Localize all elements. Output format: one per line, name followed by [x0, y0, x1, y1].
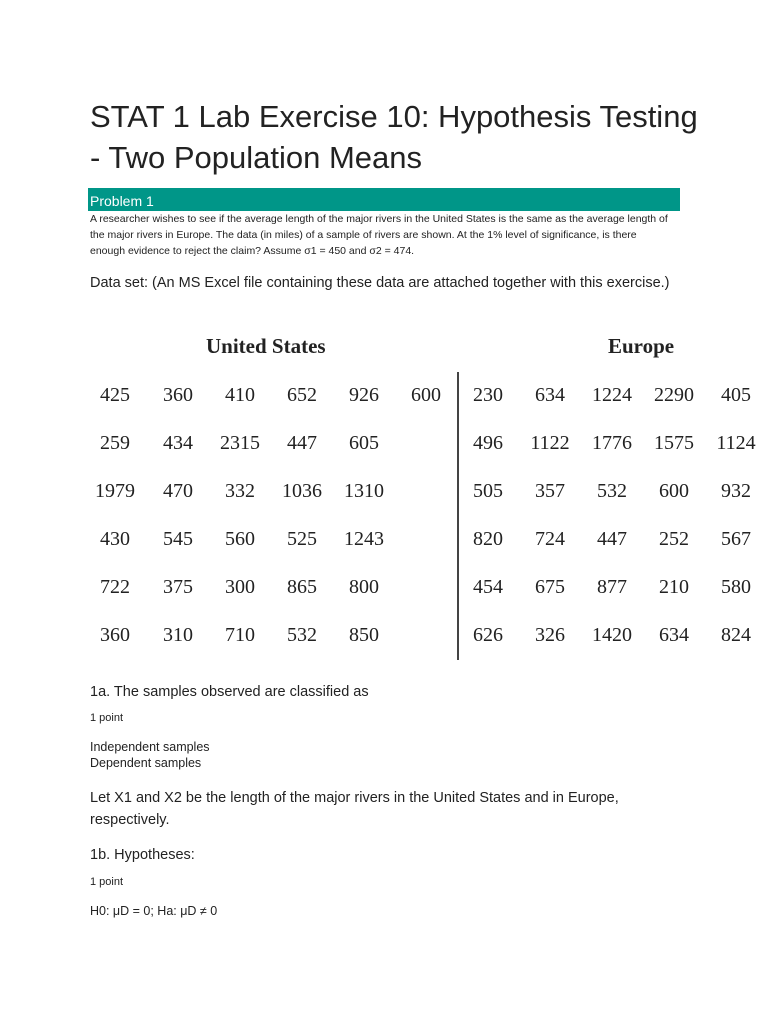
us-value-cell: 1310 [344, 480, 384, 502]
europe-value-cell: 1122 [530, 432, 570, 454]
europe-value-cell: 820 [473, 528, 503, 550]
option-independent[interactable]: Independent samples [90, 740, 210, 754]
us-value-cell: 850 [349, 624, 379, 646]
us-value-cell: 545 [163, 528, 193, 550]
us-value-cell: 865 [287, 576, 317, 598]
us-value-cell: 652 [287, 384, 317, 406]
us-value-cell: 259 [100, 432, 130, 454]
europe-value-cell: 454 [473, 576, 503, 598]
europe-value-cell: 532 [597, 480, 627, 502]
page-title: STAT 1 Lab Exercise 10: Hypothesis Testing - Two Population Means [90, 99, 698, 175]
us-value-cell: 470 [163, 480, 193, 502]
dataset-note: Data set: (An MS Excel file containing these data are attached together with this exercise.) [90, 275, 670, 291]
europe-value-cell: 634 [659, 624, 689, 646]
us-value-cell: 532 [287, 624, 317, 646]
europe-value-cell: 626 [473, 624, 503, 646]
us-value-cell: 430 [100, 528, 130, 550]
us-value-cell: 2315 [220, 432, 260, 454]
us-value-cell: 525 [287, 528, 317, 550]
us-value-cell: 447 [287, 432, 317, 454]
europe-value-cell: 1124 [716, 432, 756, 454]
europe-value-cell: 824 [721, 624, 751, 646]
europe-value-cell: 405 [721, 384, 751, 406]
europe-header: Europe [608, 334, 675, 358]
europe-value-cell: 252 [659, 528, 689, 550]
us-value-cell: 600 [411, 384, 441, 406]
us-value-cell: 360 [163, 384, 193, 406]
problem-text: A researcher wishes to see if the average length of the major rivers in the United States is the same as the average length of the major rivers in Europe. The data (in miles) of a sample of rivers are shown. At the 1% level of significance, is there enough evidence to reject the claim? Assume σ1 = 450 and σ2 = 474. [90, 213, 668, 257]
europe-value-cell: 505 [473, 480, 503, 502]
table-divider [457, 372, 459, 660]
us-value-cell: 926 [349, 384, 379, 406]
us-header: United States [206, 334, 326, 358]
us-value-cell: 605 [349, 432, 379, 454]
europe-value-cell: 357 [535, 480, 565, 502]
us-value-cell: 434 [163, 432, 193, 454]
us-value-cell: 1036 [282, 480, 322, 502]
option-dependent[interactable]: Dependent samples [90, 756, 202, 770]
europe-value-cell: 1776 [592, 432, 632, 454]
us-value-cell: 1243 [344, 528, 384, 550]
europe-value-cell: 675 [535, 576, 565, 598]
europe-value-cell: 1420 [592, 624, 632, 646]
us-value-cell: 722 [100, 576, 130, 598]
problem-banner: Problem 1 [88, 188, 680, 211]
europe-value-cell: 724 [535, 528, 565, 550]
europe-value-cell: 567 [721, 528, 751, 550]
let-statement: Let X1 and X2 be the length of the major rivers in the United States and in Europe, respectively. [90, 790, 619, 828]
europe-value-cell: 210 [659, 576, 689, 598]
question-1a: 1a. The samples observed are classified as [90, 684, 369, 700]
europe-value-cell: 2290 [654, 384, 694, 406]
points-1a: 1 point [90, 712, 124, 724]
us-value-cell: 310 [163, 624, 193, 646]
us-value-cell: 560 [225, 528, 255, 550]
question-1b: 1b. Hypotheses: [90, 847, 195, 863]
us-value-cell: 300 [225, 576, 255, 598]
us-value-cell: 410 [225, 384, 255, 406]
us-value-cell: 332 [225, 480, 255, 502]
us-value-cell: 1979 [95, 480, 135, 502]
europe-value-cell: 932 [721, 480, 751, 502]
points-1b: 1 point [90, 876, 124, 888]
europe-value-cell: 1224 [592, 384, 632, 406]
us-value-cell: 375 [163, 576, 193, 598]
europe-value-cell: 1575 [654, 432, 694, 454]
europe-value-cell: 326 [535, 624, 565, 646]
europe-value-cell: 447 [597, 528, 627, 550]
us-value-cell: 425 [100, 384, 130, 406]
us-value-cell: 360 [100, 624, 130, 646]
europe-value-cell: 634 [535, 384, 565, 406]
europe-value-cell: 580 [721, 576, 751, 598]
europe-value-cell: 496 [473, 432, 503, 454]
europe-value-cell: 230 [473, 384, 503, 406]
option-hypothesis[interactable]: H0: μD = 0; Ha: μD ≠ 0 [90, 904, 218, 918]
europe-value-cell: 877 [597, 576, 627, 598]
europe-value-cell: 600 [659, 480, 689, 502]
us-value-cell: 800 [349, 576, 379, 598]
us-value-cell: 710 [225, 624, 255, 646]
